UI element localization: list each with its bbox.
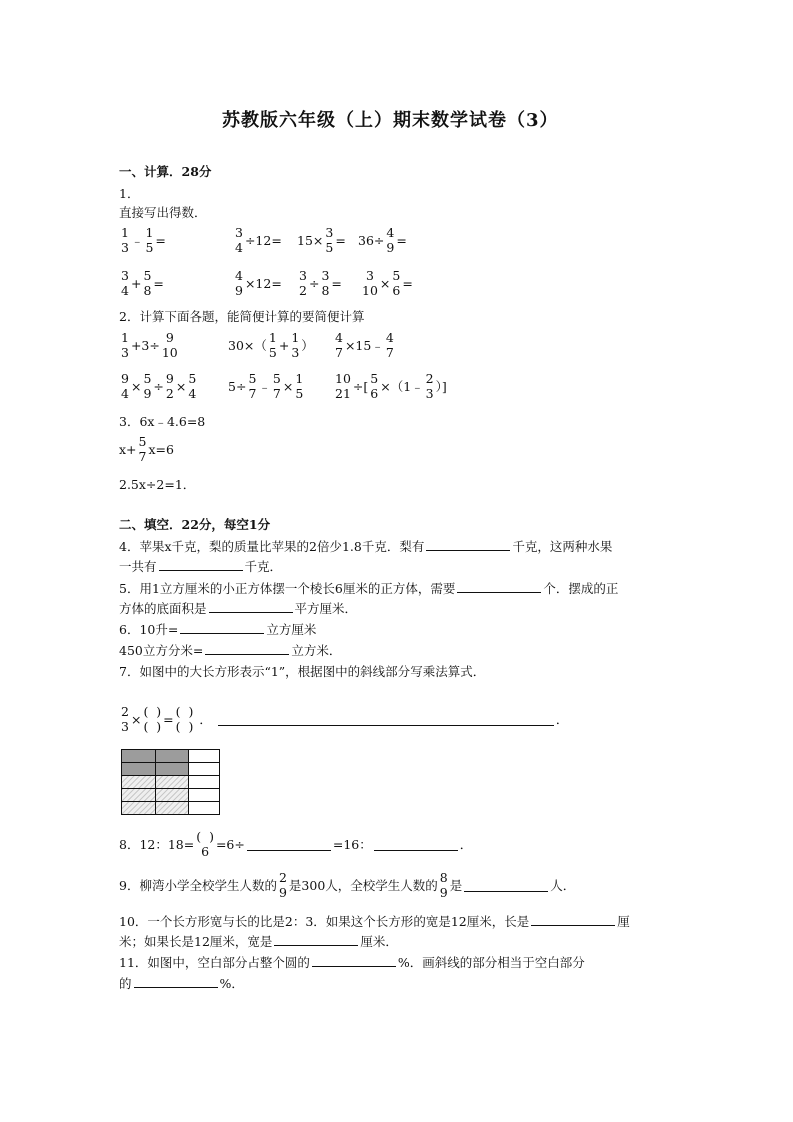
q1-expr-3: 15× 3 5 =	[297, 225, 346, 255]
q4-line2: 一共有 千克．	[119, 559, 283, 574]
q2-expr-4: 9 4 × 5 9 ÷ 9 2 × 5 4	[121, 371, 197, 401]
q7-dot: ．	[199, 712, 212, 727]
q1-expr-5: 3 4 + 5 8 =	[121, 268, 164, 298]
q7-end-dot: ．	[555, 712, 569, 727]
q7-rectangle-figure	[121, 749, 220, 815]
q11-blank-2[interactable]	[134, 975, 218, 988]
q1-expr-6: 4 9 ×12=	[235, 268, 282, 298]
q1-expr-8: 3 10 × 5 6 =	[362, 268, 413, 298]
q10-line2: 米；如果长是12厘米，宽是 厘米．	[119, 934, 398, 949]
q10-line1: 10．一个长方形宽与长的比是2：3．如果这个长方形的宽是12厘米，长是 厘	[119, 914, 630, 929]
q2-expr-3: 4 7 ×15﹣ 4 7	[335, 330, 394, 360]
q11-blank-1[interactable]	[312, 954, 396, 967]
q8-blank-1[interactable]	[247, 838, 331, 851]
q6-blank-1[interactable]	[180, 621, 264, 634]
q8-blank-2[interactable]	[374, 838, 458, 851]
q6-line2: 450立方分米= 立方米．	[119, 643, 342, 658]
q5-line2: 方体的底面积是 平方厘米．	[119, 601, 358, 616]
q2-expr-5: 5÷ 5 7 ﹣ 5 7 × 1 5	[228, 371, 304, 401]
q5-blank-1[interactable]	[457, 580, 541, 593]
q3-b-post: x=6	[148, 441, 174, 457]
q5-line1: 5．用1立方厘米的小正方体摆一个棱长6厘米的正方体，需要 个．摆成的正	[119, 581, 619, 596]
q7-text: 7．如图中的大长方形表示“1”，根据图中的斜线部分写乘法算式．	[119, 664, 486, 679]
q3-b-pre: x+	[119, 441, 137, 457]
q7-answer-line[interactable]	[218, 713, 554, 726]
q3-equation-c: 2.5x÷2=1．	[119, 477, 196, 492]
q8-line: 8．12：18= ( ) 6 =6÷ =16： ．	[119, 829, 473, 859]
q3-equation-b: x+ 5 7 x=6	[119, 434, 174, 464]
q9-blank[interactable]	[464, 879, 548, 892]
q4-blank-2[interactable]	[159, 558, 243, 571]
q1-expr-7: 3 2 ÷ 3 8 =	[299, 268, 342, 298]
q10-blank-2[interactable]	[274, 933, 358, 946]
q1-expr-2: 3 4 ÷12=	[235, 225, 282, 255]
q5-blank-2[interactable]	[209, 600, 293, 613]
q2-expr-6: 10 21 ÷[ 5 6 ×（1﹣ 2 3 ）]	[335, 371, 447, 401]
q11-line1: 11．如图中，空白部分占整个圆的 %．画斜线的部分相当于空白部分	[119, 955, 585, 970]
q10-blank-1[interactable]	[531, 913, 615, 926]
section2-heading: 二、填空．22分，每空1分	[119, 517, 271, 532]
q6-blank-2[interactable]	[205, 642, 289, 655]
q1-expr-1: 1 3 ﹣ 1 5 =	[121, 225, 166, 255]
q4-line1: 4．苹果x千克，梨的质量比苹果的2倍少1.8千克．梨有 千克，这两种水果	[119, 539, 613, 554]
q2-instruction: 2．计算下面各题，能简便计算的要简便计算	[119, 309, 365, 324]
q1-instruction: 直接写出得数．	[119, 205, 207, 220]
q2-expr-2: 30×（ 1 5 + 1 3 ）	[228, 330, 314, 360]
q2-expr-1: 1 3 +3÷ 9 10	[121, 330, 178, 360]
q9-line: 9．柳湾小学全校学生人数的 2 9 是300人，全校学生人数的 8 9 是 人．	[119, 870, 576, 900]
q6-line1: 6．10升= 立方厘米	[119, 622, 317, 637]
section1-heading: 一、计算．28分	[119, 164, 212, 179]
page-title: 苏教版六年级（上）期末数学试卷（3）	[222, 110, 559, 131]
q4-blank-1[interactable]	[426, 538, 510, 551]
q1-number: 1．	[119, 186, 140, 201]
q11-line2: 的 %．	[119, 976, 244, 991]
q3-equation-a: 3．6x﹣4.6=8	[119, 414, 206, 429]
q7-expression: 2 3 × ( ) ( ) = ( ) ( ) ． ．	[121, 704, 569, 734]
q1-expr-4: 36÷ 4 9 =	[358, 225, 407, 255]
